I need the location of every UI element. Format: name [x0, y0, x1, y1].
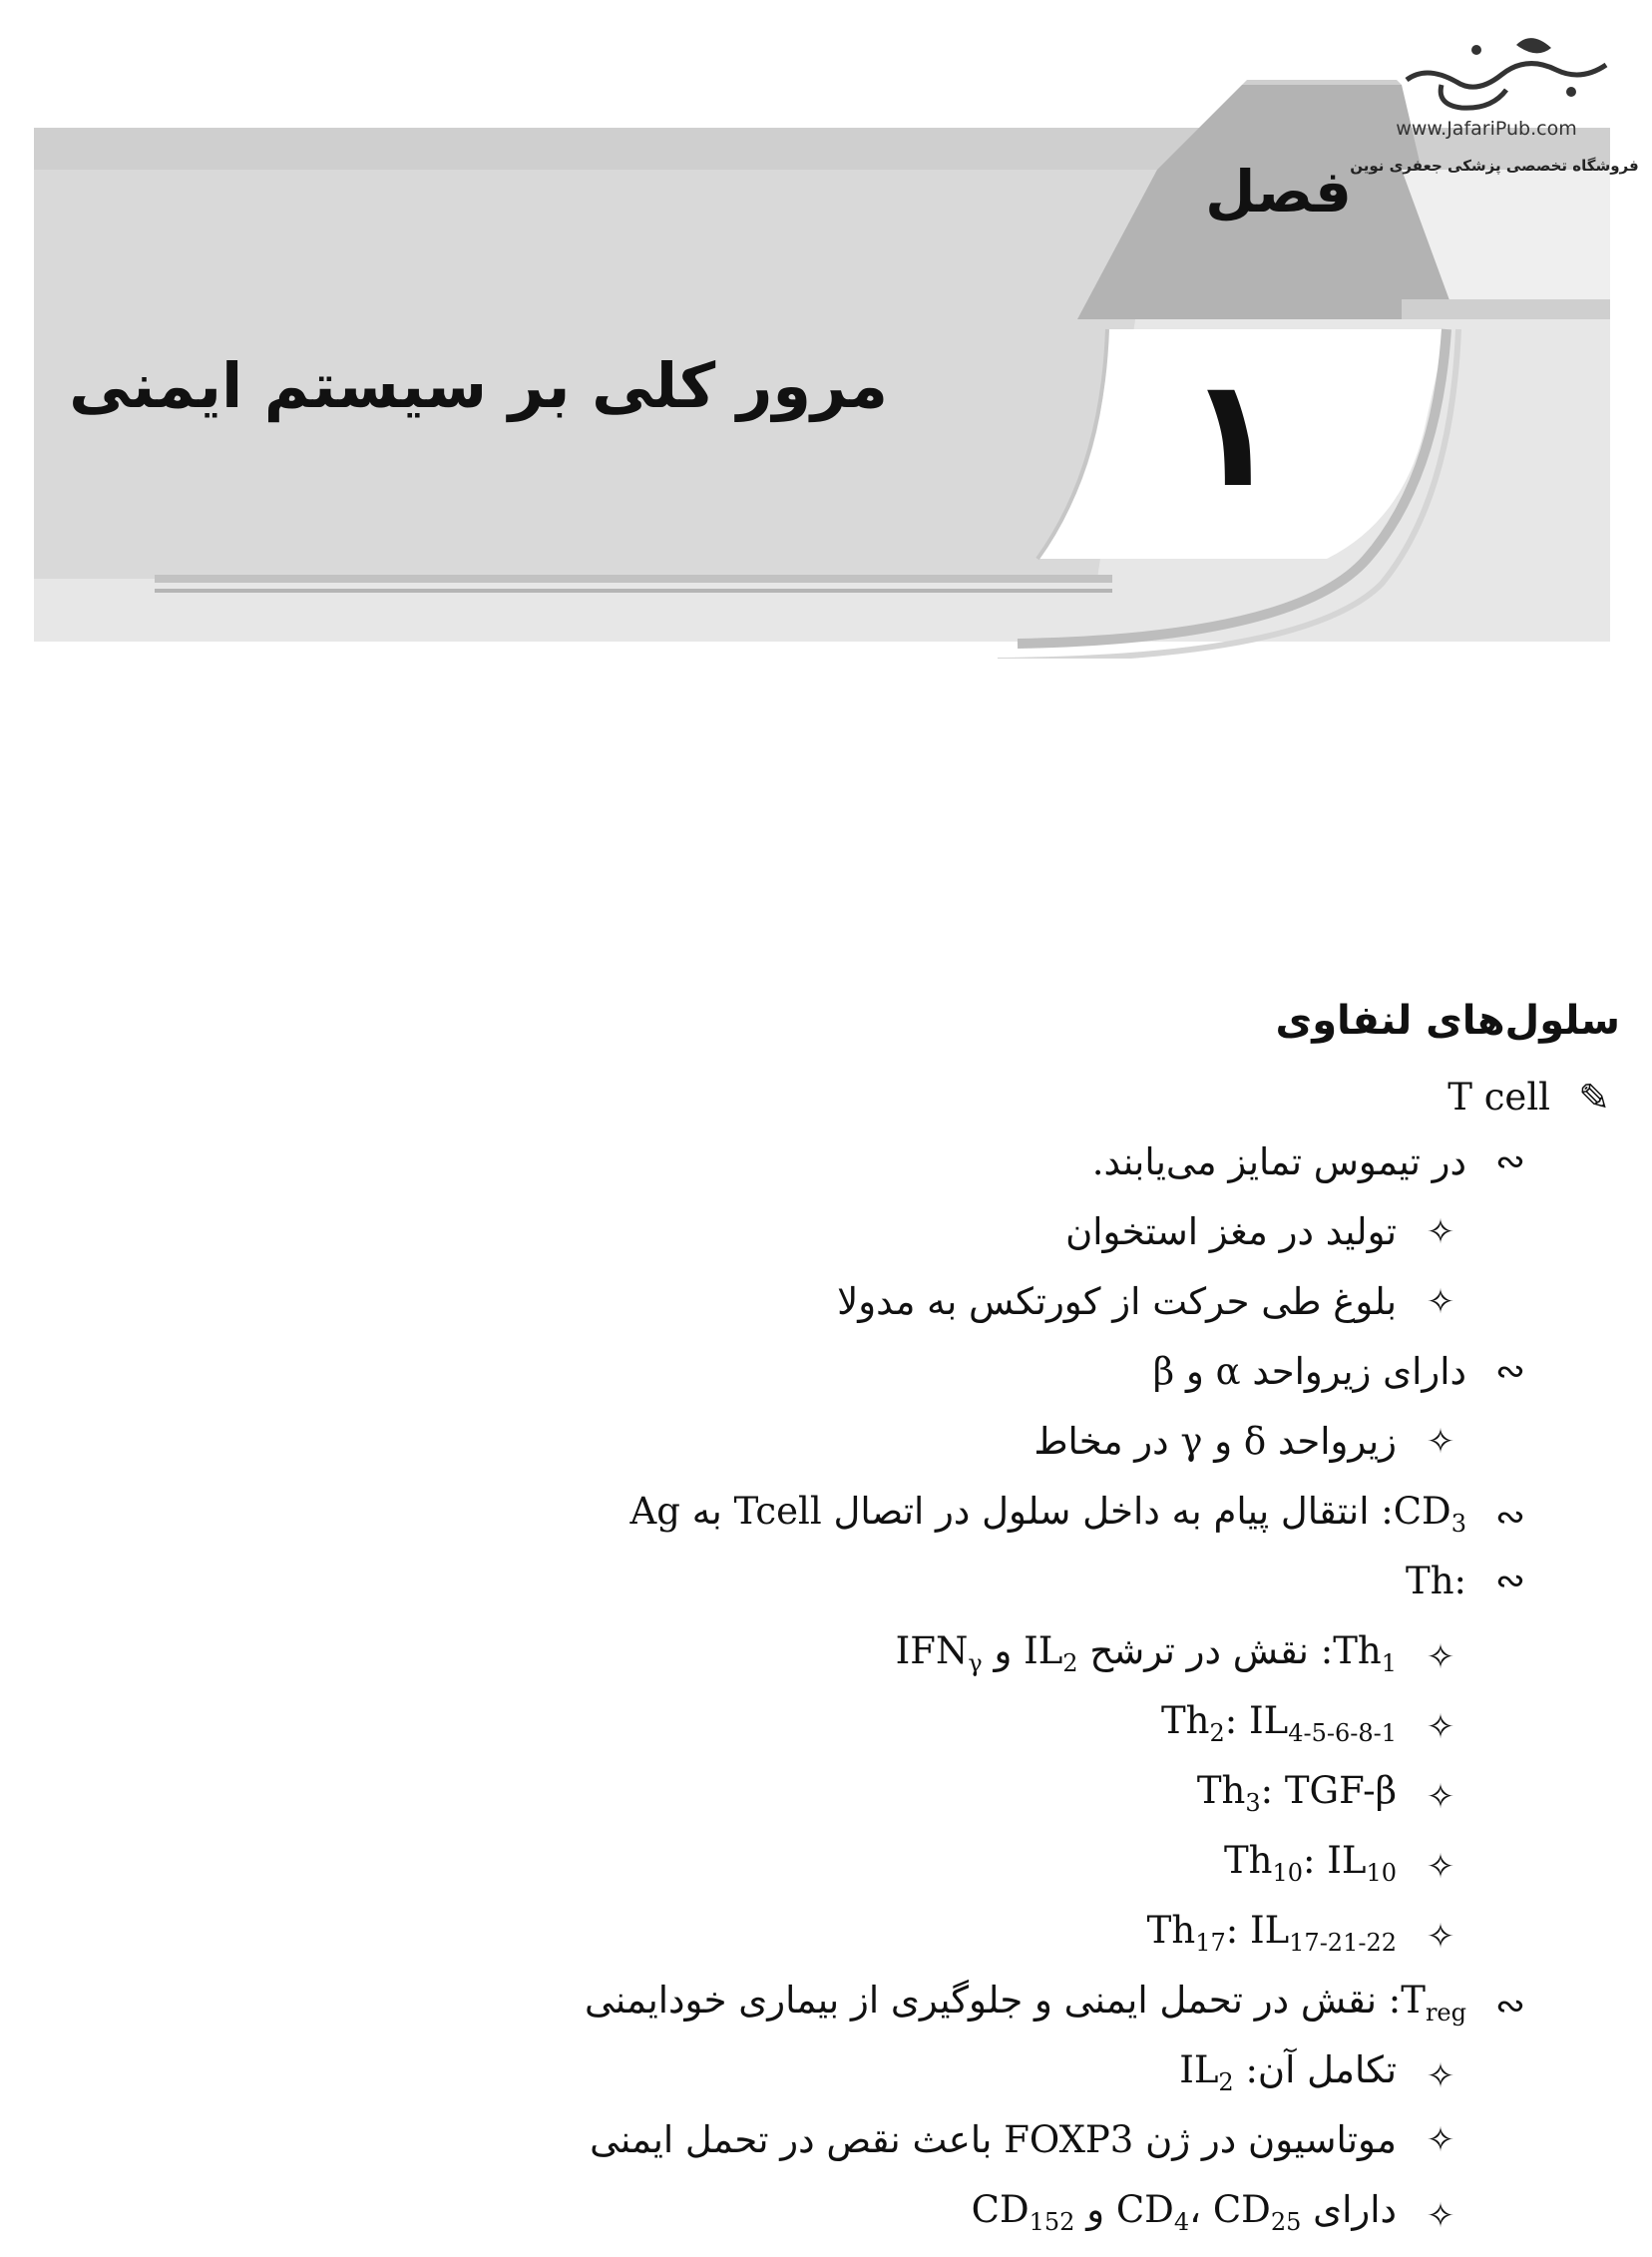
outline-subitem — [972, 2185, 1462, 2247]
outline-text: $Th_{17}$: $IL_{17-21-22}$ — [1146, 1909, 1397, 1957]
four-point-star-icon: ✧ — [1426, 2120, 1455, 2160]
outline-text: $Th_3$: TGF-β — [1196, 1769, 1397, 1817]
four-point-star-icon: ✧ — [1426, 1637, 1455, 1677]
outline-text: زیرواحد δ و γ در مخاط — [1033, 1420, 1397, 1463]
outline-subitem — [1065, 1207, 1462, 1257]
publisher-tagline: فروشگاه تخصصی پزشکی جعفری نوین — [1350, 157, 1639, 175]
four-point-star-icon: ✧ — [1426, 1917, 1455, 1957]
outline-text: دارای زیرواحد α و β — [1152, 1350, 1466, 1393]
four-point-star-icon: ✧ — [1426, 1422, 1455, 1462]
outline-subitem-th10 — [1224, 1836, 1462, 1898]
outline-text: بلوغ طی حرکت از کورتکس به مدولا — [837, 1280, 1397, 1323]
outline-text: در تیموس تمایز می‌یابند. — [1091, 1140, 1466, 1183]
pen-nib-icon: ✎ — [1578, 1076, 1610, 1120]
outline-item-cd3 — [630, 1487, 1532, 1549]
publisher-url: www.JafariPub.com — [1396, 118, 1577, 140]
section-heading: سلول‌های لنفاوی — [1275, 998, 1620, 1044]
outline-subitem-th3 — [1197, 1766, 1462, 1828]
chapter-label: فصل — [1205, 158, 1352, 226]
outline-subitem — [1033, 1417, 1462, 1467]
four-point-star-icon: ✧ — [1426, 2196, 1455, 2236]
outline-text: موتاسیون در ژن FOXP3 باعث نقص در تحمل ایمنی — [590, 2118, 1397, 2161]
four-point-star-icon: ✧ — [1426, 1847, 1455, 1887]
four-point-star-icon: ✧ — [1426, 1212, 1455, 1252]
outline-subitem-th17 — [1147, 1906, 1462, 1968]
outline-text: $CD_3$: انتقال پیام به داخل سلول در اتصال Tcell به Ag — [629, 1490, 1466, 1538]
outline-item-tcell — [1447, 1073, 1616, 1123]
outline-item-subunits — [1153, 1347, 1532, 1397]
swirl-bullet-icon: ∾ — [1494, 1497, 1526, 1538]
swirl-bullet-icon: ∾ — [1494, 1141, 1526, 1182]
outline-subitem-th1 — [896, 1626, 1462, 1688]
four-point-star-icon: ✧ — [1426, 1707, 1455, 1747]
swirl-bullet-icon: ∾ — [1494, 1351, 1526, 1392]
four-point-star-icon: ✧ — [1426, 1777, 1455, 1817]
outline-item-thymus — [1092, 1137, 1532, 1187]
outline-subitem — [1179, 2045, 1462, 2107]
swirl-bullet-icon: ∾ — [1494, 1986, 1526, 2027]
outline-item-treg — [585, 1976, 1532, 2037]
four-point-star-icon: ✧ — [1426, 1282, 1455, 1322]
outline-text: $Th_2$: $IL_{4-5-6-8-1}$ — [1160, 1699, 1397, 1747]
outline-text: T cell — [1447, 1076, 1550, 1119]
outline-text: :Th — [1406, 1560, 1466, 1602]
outline-item-th — [1406, 1557, 1532, 1606]
outline-text: دارای $CD_4،$ $CD_{25}$ و $CD_{152}$ — [971, 2188, 1397, 2236]
outline-text: تولید در مغز استخوان — [1065, 1210, 1397, 1253]
outline-subitem — [837, 1277, 1462, 1327]
outline-text: تکامل آن: $IL_2$ — [1179, 2048, 1397, 2096]
outline-subitem — [590, 2115, 1462, 2165]
outline-subitem-th2 — [1161, 1696, 1462, 1758]
outline-text: $T_{reg}$: نقش در تحمل ایمنی و جلوگیری از بیماری خودایمنی — [585, 1979, 1466, 2027]
four-point-star-icon: ✧ — [1426, 2056, 1455, 2096]
chapter-number: ۱ — [1186, 347, 1278, 521]
swirl-bullet-icon: ∾ — [1494, 1561, 1526, 1601]
outline-text: $Th_1$: نقش در ترشح $IL_2$ و $IFN_\gamma$ — [895, 1629, 1397, 1677]
chapter-title: مرور کلی بر سیستم ایمنی — [69, 349, 888, 422]
outline-text: $Th_{10}$: $IL_{10}$ — [1223, 1839, 1397, 1887]
